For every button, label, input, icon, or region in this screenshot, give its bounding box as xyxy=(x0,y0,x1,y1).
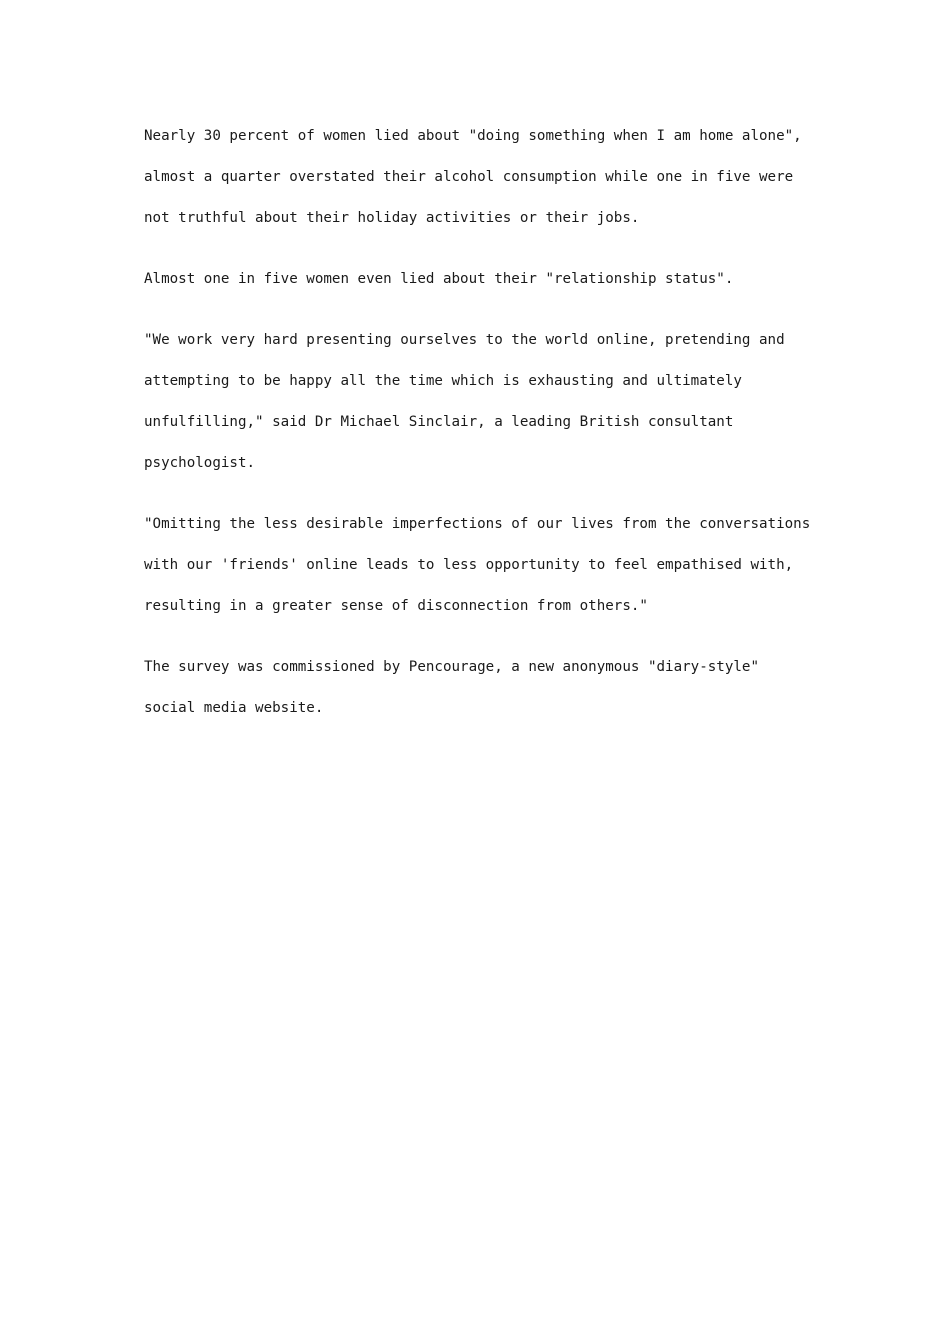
paragraph-pencourage xyxy=(144,647,824,729)
paragraph-omitting-quote xyxy=(144,504,824,627)
text-line: "Omitting the less desirable imperfections of our lives from the conversations xyxy=(144,516,811,532)
text-line: unfulfilling," said Dr Michael Sinclair, a leading British consultant xyxy=(144,414,734,430)
text-line: with our 'friends' online leads to less opportunity to feel empathised with, xyxy=(144,557,794,573)
text-line: attempting to be happy all the time which is exhausting and ultimately xyxy=(144,373,742,389)
text-line: The survey was commissioned by Pencourage, a new anonymous "diary-style" xyxy=(144,659,759,675)
text-line: not truthful about their holiday activities or their jobs. xyxy=(144,210,640,226)
text-line: psychologist. xyxy=(144,455,256,471)
paragraph-relationship-status xyxy=(144,259,824,300)
text-line: Almost one in five women even lied about their "relationship status". xyxy=(144,271,734,287)
text-line: social media website. xyxy=(144,700,324,716)
text-line: "We work very hard presenting ourselves to the world online, pretending and xyxy=(144,332,785,348)
paragraph-sinclair-quote xyxy=(144,320,824,484)
paragraph-survey-findings xyxy=(144,116,824,239)
text-line: resulting in a greater sense of disconnection from others." xyxy=(144,598,648,614)
document-body xyxy=(144,116,824,749)
text-line: Nearly 30 percent of women lied about "doing something when I am home alone", xyxy=(144,128,802,144)
text-line: almost a quarter overstated their alcohol consumption while one in five were xyxy=(144,169,794,185)
